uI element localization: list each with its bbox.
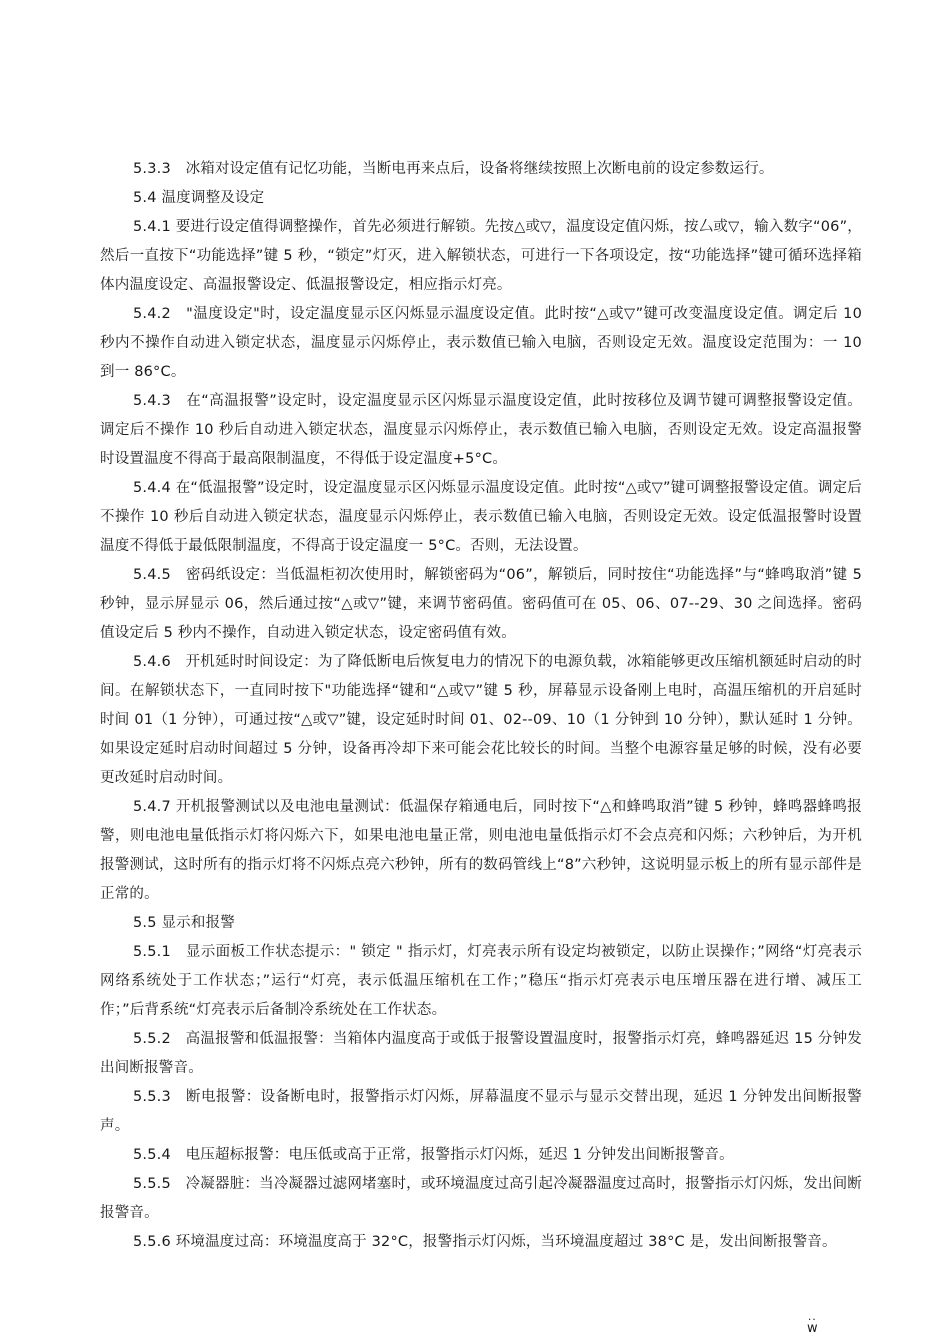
paragraph-5-5-5: 5.5.5 冷凝器脏：当冷凝器过滤网堵塞时，或环境温度过高引起冷凝器温度过高时，报警指示灯闪烁，发出间断报警音。 [100,1176,862,1221]
footer-dots: .. [807,1310,817,1323]
paragraph-5-4-3: 5.4.3 在“高温报警”设定时，设定温度显示区闪烁显示温度设定值，此时按移位及调节键可调整报警设定值。调定后不操作 10 秒后自动进入锁定状态，温度显示闪烁停止，表示数值已输入电脑，否则设定无效。设定高温报警时设置温度不得高于最高限制温度，不得低于设定温度+5°C。 [100,393,862,467]
paragraph-5-5-6: 5.5.6 环境温度过高：环境温度高于 32°C，报警指示灯闪烁，当环境温度超过 38°C 是，发出间断报警音。 [133,1234,837,1250]
paragraph-5-4-5: 5.4.5 密码纸设定：当低温柜初次使用时，解锁密码为“06”，解锁后，同时按住“功能选择”与“蜂鸣取消”键 5 秒钟，显示屏显示 06，然后通过按“△或▽”键，来调节密码值。密码值可在 05、06、07--29、30 之间选择。密码值设定后 5 秒内不操作，自动进入锁定状态，设定密码值有效。 [100,567,862,641]
paragraph-5-5-4: 5.5.4 电压超标报警：电压低或高于正常，报警指示灯闪烁，延迟 1 分钟发出间断报警音。 [133,1147,734,1163]
page-footer-mark [807,1312,818,1335]
paragraph-5-5-3: 5.5.3 断电报警：设备断电时，报警指示灯闪烁，屏幕温度不显示与显示交替出现，延迟 1 分钟发出间断报警声。 [100,1089,862,1134]
section-heading-5-4: 5.4 温度调整及设定 [133,190,265,206]
paragraph-5-4-2: 5.4.2 "温度设定"时，设定温度显示区闪烁显示温度设定值。此时按“△或▽”键可改变温度设定值。调定后 10 秒内不操作自动进入锁定状态，温度显示闪烁停止，表示数值已输入电脑，否则设定无效。温度设定范围为：一 10 到一 86°C。 [100,306,862,380]
paragraph-5-4-4: 5.4.4 在“低温报警”设定时，设定温度显示区闪烁显示温度设定值。此时按“△或▽”键可调整报警设定值。调定后不操作 10 秒后自动进入锁定状态，温度显示闪烁停止，表示数值已输入电脑，否则设定无效。设定低温报警时设置温度不得低于最低限制温度，不得高于设定温度一 5°C。否则，无法设置。 [100,480,862,554]
paragraph-5-5-1: 5.5.1 显示面板工作状态提示：" 锁定 " 指示灯，灯亮表示所有设定均被锁定，以防止误操作；”网络“灯亮表示网络系统处于工作状态；”运行“灯亮，表示低温压缩机在工作；”稳压“指示灯亮表示电压增压器在进行增、减压工作；”后背系统“灯亮表示后备制冷系统处在工作状态。 [100,944,862,1018]
paragraph-5-5-2: 5.5.2 高温报警和低温报警：当箱体内温度高于或低于报警设置温度时，报警指示灯亮，蜂鸣器延迟 15 分钟发出间断报警音。 [100,1031,862,1076]
paragraph-5-4-1: 5.4.1 要进行设定值得调整操作，首先必须进行解锁。先按△或▽，温度设定值闪烁，按厶或▽，输入数字“06”，然后一直按下“功能选择”键 5 秒，“锁定”灯灭，进入解锁状态，可进行一下各项设定，按“功能选择”键可循环选择箱体内温度设定、高温报警设定、低温报警设定，相应指示灯亮。 [100,219,862,293]
paragraph-5-4-6: 5.4.6 开机延时时间设定：为了降低断电后恢复电力的情况下的电源负载，冰箱能够更改压缩机额延时启动的时间。在解锁状态下，一直同时按下"功能选择“键和“△或▽”键 5 秒，屏幕显示设备刚上电时，高温压缩机的开启延时时间 01（1 分钟），可通过按“△或▽”键，设定延时时间 01、02--09、10（1 分钟到 10 分钟），默认延时 1 分钟。如果设定延时启动时间超过 5 分钟，设备再冷却下来可能会花比较长的时间。当整个电源容量足够的时候，没有必要更改延时启动时间。 [100,654,862,786]
section-heading-5-5: 5.5 显示和报警 [133,915,235,931]
paragraph-5-4-7: 5.4.7 开机报警测试以及电池电量测试：低温保存箱通电后，同时按下“△和蜂鸣取消”键 5 秒钟，蜂鸣器蜂鸣报警，则电池电量低指示灯将闪烁六下，如果电池电量正常，则电池电量低指示灯不会点亮和闪烁；六秒钟后，为开机报警测试，这时所有的指示灯将不闪烁点亮六秒钟，所有的数码管线上“8”六秒钟，这说明显示板上的所有显示部件是正常的。 [100,799,862,902]
document-body [100,155,862,1257]
paragraph-5-3-3: 5.3.3 冰箱对设定值有记忆功能，当断电再来点后，设备将继续按照上次断电前的设定参数运行。 [133,161,774,177]
footer-letter: w [807,1321,818,1336]
